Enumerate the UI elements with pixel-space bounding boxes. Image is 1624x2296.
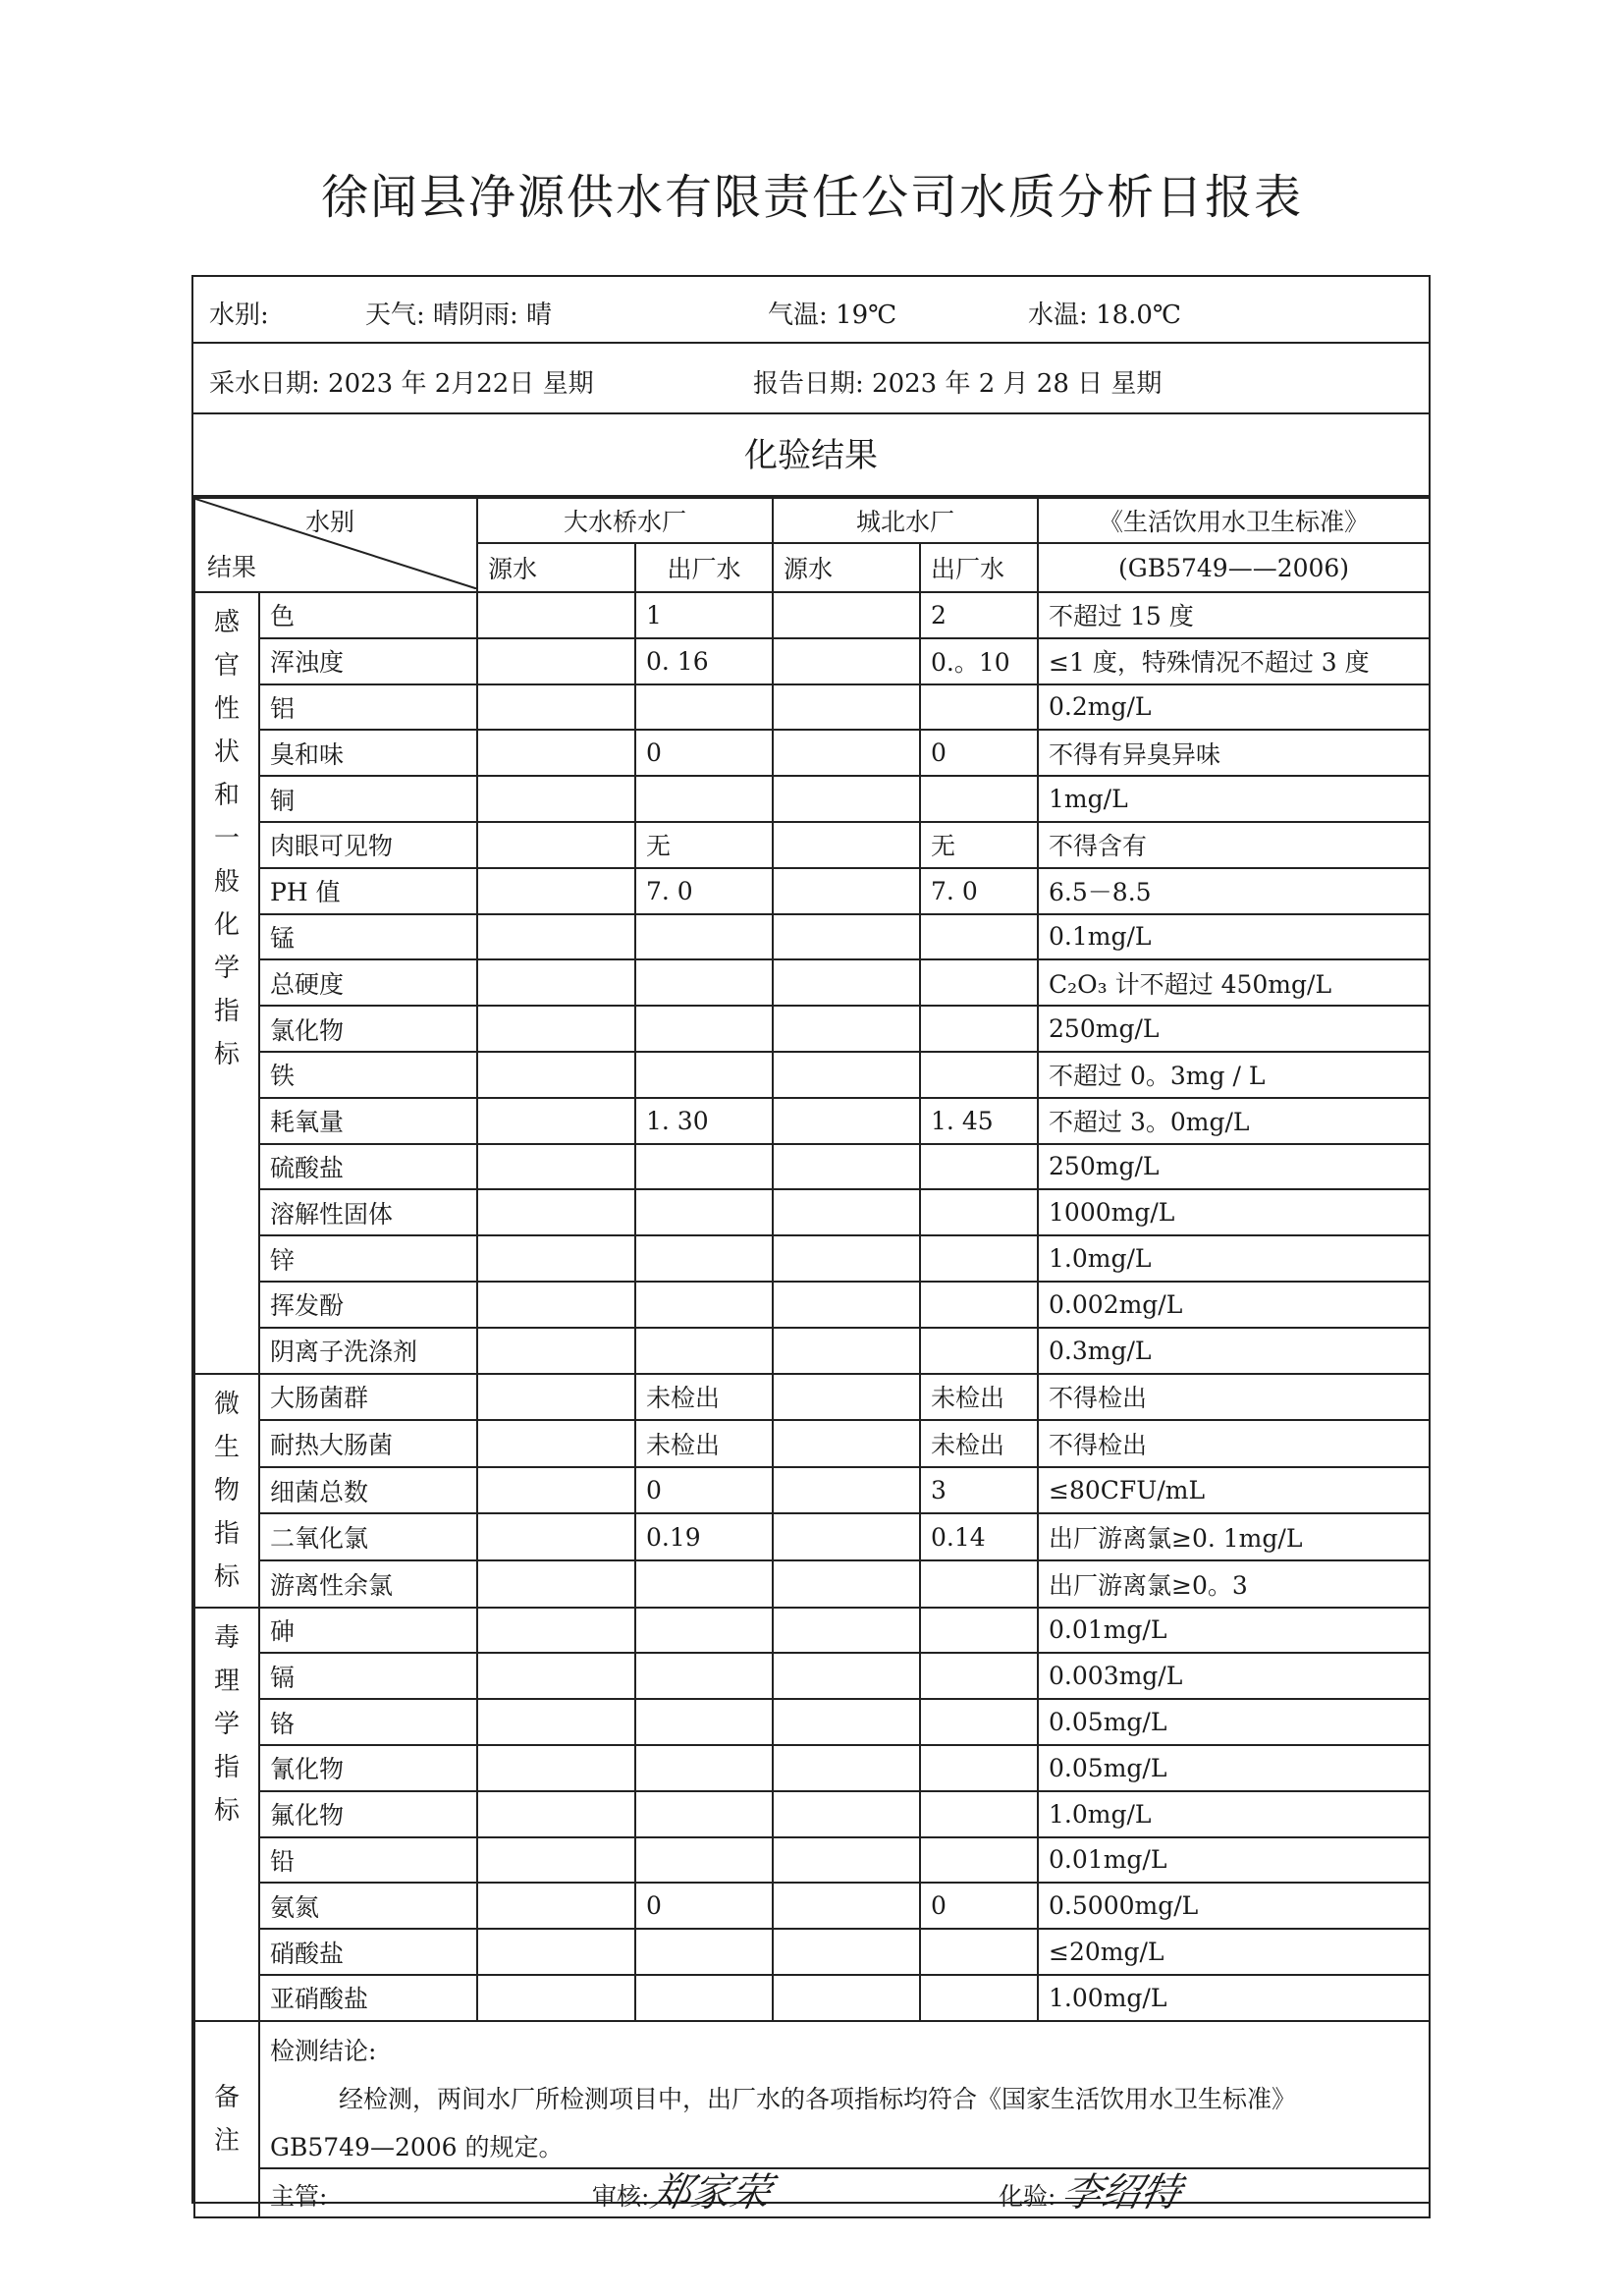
signature-row <box>259 2168 1430 2217</box>
item-name: 溶解性固体 <box>259 1189 477 1235</box>
table-row <box>194 1883 1430 1929</box>
standard-cell: 出厂游离氯≥0。3 <box>1038 1560 1430 1608</box>
table-row <box>194 1699 1430 1745</box>
dsq-source-cell <box>477 868 635 914</box>
item-name: PH 值 <box>259 868 477 914</box>
item-name: 氰化物 <box>259 1745 477 1791</box>
supervisor-label: 主管: <box>270 2182 328 2212</box>
dsq-out-cell <box>635 1653 773 1699</box>
item-name: 砷 <box>259 1608 477 1654</box>
reviewer-signature: 郑家荣 <box>647 2170 776 2216</box>
standard-cell: 250mg/L <box>1038 1144 1430 1190</box>
plant-header-cb: 城北水厂 <box>773 498 1038 543</box>
standard-cell: C₂O₃ 计不超过 450mg/L <box>1038 959 1430 1006</box>
cb-out-cell: 1. 45 <box>920 1098 1038 1144</box>
cb-source-cell <box>773 1282 920 1328</box>
dsq-out-cell <box>635 1560 773 1608</box>
dsq-source-cell <box>477 1791 635 1837</box>
item-name: 游离性余氯 <box>259 1560 477 1608</box>
dsq-out-cell: 7. 0 <box>635 868 773 914</box>
item-name: 锌 <box>259 1235 477 1282</box>
corner-top-label: 水别 <box>305 508 355 536</box>
standard-cell: 1.0mg/L <box>1038 1235 1430 1282</box>
category-label: 微生物指标 <box>194 1374 259 1608</box>
table-row <box>194 1467 1430 1514</box>
dsq-out-cell <box>635 684 773 731</box>
dsq-source-cell <box>477 1282 635 1328</box>
cb-out-cell: 未检出 <box>920 1374 1038 1421</box>
table-row <box>194 1235 1430 1282</box>
cb-out-cell <box>920 1235 1038 1282</box>
cb-source-cell <box>773 1929 920 1975</box>
cb-out-cell <box>920 1052 1038 1098</box>
cb-source-cell <box>773 1745 920 1791</box>
item-name: 铁 <box>259 1052 477 1098</box>
item-name: 亚硝酸盐 <box>259 1975 477 2021</box>
item-name: 耗氧量 <box>259 1098 477 1144</box>
table-row <box>194 1929 1430 1975</box>
sample-date-field: 采水日期: 2023 年 2月22日 星期 <box>209 369 594 399</box>
dsq-out-cell: 0.19 <box>635 1513 773 1560</box>
dsq-source-cell <box>477 730 635 776</box>
cb-source-cell <box>773 1608 920 1654</box>
cb-out-cell: 无 <box>920 822 1038 868</box>
cb-source-cell <box>773 1235 920 1282</box>
table-row <box>194 1006 1430 1052</box>
standard-cell: 0.01mg/L <box>1038 1837 1430 1884</box>
dsq-source-cell <box>477 1467 635 1514</box>
dsq-out-cell <box>635 1699 773 1745</box>
cb-source-cell <box>773 1052 920 1098</box>
cb-source-cell <box>773 1883 920 1929</box>
table-row <box>194 1052 1430 1098</box>
table-row <box>194 914 1430 960</box>
table-row <box>194 1420 1430 1467</box>
dsq-out-cell: 未检出 <box>635 1374 773 1421</box>
dsq-source-cell <box>477 1513 635 1560</box>
standard-cell: 0.05mg/L <box>1038 1745 1430 1791</box>
cb-source-cell <box>773 1144 920 1190</box>
dsq-source-cell <box>477 1929 635 1975</box>
cb-out-cell: 0.。10 <box>920 638 1038 684</box>
table-row <box>194 1144 1430 1190</box>
cb-out-cell <box>920 1837 1038 1884</box>
table-row <box>194 1098 1430 1144</box>
cb-source-cell <box>773 868 920 914</box>
dsq-source-cell <box>477 1608 635 1654</box>
weather-field: 天气: 晴阴雨: 晴 <box>365 301 553 330</box>
conclusion-text: 经检测，两间水厂所检测项目中，出厂水的各项指标均符合《国家生活饮用水卫生标准》 <box>259 2072 1430 2120</box>
dsq-out-cell <box>635 1608 773 1654</box>
subheader-out: 出厂水 <box>920 543 1038 592</box>
standard-cell: 0.002mg/L <box>1038 1282 1430 1328</box>
standard-code: (GB5749——2006) <box>1038 543 1430 592</box>
table-row <box>194 1791 1430 1837</box>
standard-cell: 0.01mg/L <box>1038 1608 1430 1654</box>
cb-out-cell <box>920 1745 1038 1791</box>
cb-out-cell <box>920 684 1038 731</box>
standard-cell: 0.2mg/L <box>1038 684 1430 731</box>
cb-out-cell: 3 <box>920 1467 1038 1514</box>
plant-header-dsq: 大水桥水厂 <box>477 498 773 543</box>
dsq-out-cell <box>635 1052 773 1098</box>
standard-cell: 6.5－8.5 <box>1038 868 1430 914</box>
item-name: 色 <box>259 592 477 638</box>
cb-out-cell: 0 <box>920 730 1038 776</box>
dsq-out-cell <box>635 1282 773 1328</box>
item-name: 细菌总数 <box>259 1467 477 1514</box>
item-name: 大肠菌群 <box>259 1374 477 1421</box>
standard-cell: 不得检出 <box>1038 1420 1430 1467</box>
header-row-weather <box>193 277 1429 344</box>
dsq-out-cell: 0 <box>635 1467 773 1514</box>
dsq-out-cell <box>635 959 773 1006</box>
cb-out-cell <box>920 776 1038 822</box>
standard-cell: 0.003mg/L <box>1038 1653 1430 1699</box>
item-name: 铝 <box>259 684 477 731</box>
cb-source-cell <box>773 1975 920 2021</box>
standard-cell: 0.5000mg/L <box>1038 1883 1430 1929</box>
cb-source-cell <box>773 1837 920 1884</box>
standard-cell: 不得检出 <box>1038 1374 1430 1421</box>
cb-source-cell <box>773 638 920 684</box>
cb-out-cell <box>920 1006 1038 1052</box>
dsq-source-cell <box>477 684 635 731</box>
table-row <box>194 1189 1430 1235</box>
cb-out-cell: 7. 0 <box>920 868 1038 914</box>
standard-cell: ≤20mg/L <box>1038 1929 1430 1975</box>
item-name: 锰 <box>259 914 477 960</box>
standard-cell: 不得有异臭异味 <box>1038 730 1430 776</box>
standard-cell: 250mg/L <box>1038 1006 1430 1052</box>
cb-source-cell <box>773 1791 920 1837</box>
table-row <box>194 1608 1430 1654</box>
standard-cell: 不得含有 <box>1038 822 1430 868</box>
dsq-source-cell <box>477 1052 635 1098</box>
cb-out-cell: 未检出 <box>920 1420 1038 1467</box>
table-row <box>194 1560 1430 1608</box>
dsq-source-cell <box>477 1975 635 2021</box>
cb-source-cell <box>773 1189 920 1235</box>
table-row <box>194 1282 1430 1328</box>
section-title: 化验结果 <box>193 414 1429 497</box>
cb-source-cell <box>773 1374 920 1421</box>
dsq-source-cell <box>477 1006 635 1052</box>
item-name: 二氧化氯 <box>259 1513 477 1560</box>
remarks-label: 备注 <box>194 2021 259 2217</box>
results-body <box>194 592 1430 2021</box>
standard-cell: 0.3mg/L <box>1038 1328 1430 1374</box>
dsq-out-cell <box>635 1328 773 1374</box>
cb-source-cell <box>773 730 920 776</box>
cb-source-cell <box>773 914 920 960</box>
dsq-out-cell: 0. 16 <box>635 638 773 684</box>
cb-out-cell: 2 <box>920 592 1038 638</box>
dsq-out-cell: 1 <box>635 592 773 638</box>
dsq-source-cell <box>477 638 635 684</box>
remarks-row <box>194 2021 1430 2072</box>
dsq-out-cell <box>635 1189 773 1235</box>
item-name: 肉眼可见物 <box>259 822 477 868</box>
cb-source-cell <box>773 959 920 1006</box>
dsq-source-cell <box>477 1883 635 1929</box>
header-row-dates <box>193 344 1429 414</box>
dsq-source-cell <box>477 592 635 638</box>
table-row <box>194 684 1430 731</box>
standard-cell: 1.0mg/L <box>1038 1791 1430 1837</box>
table-row <box>194 776 1430 822</box>
cb-out-cell <box>920 1699 1038 1745</box>
standard-cell: 1.00mg/L <box>1038 1975 1430 2021</box>
table-row <box>194 1328 1430 1374</box>
standard-cell: 0.1mg/L <box>1038 914 1430 960</box>
cb-source-cell <box>773 822 920 868</box>
dsq-out-cell <box>635 1975 773 2021</box>
item-name: 铜 <box>259 776 477 822</box>
cb-source-cell <box>773 1420 920 1467</box>
standard-cell: ≤1 度，特殊情况不超过 3 度 <box>1038 638 1430 684</box>
table-row <box>194 868 1430 914</box>
cb-out-cell <box>920 1328 1038 1374</box>
dsq-out-cell <box>635 1144 773 1190</box>
dsq-out-cell <box>635 1929 773 1975</box>
cb-out-cell <box>920 1929 1038 1975</box>
item-name: 硫酸盐 <box>259 1144 477 1190</box>
corner-header <box>194 498 477 592</box>
cb-out-cell <box>920 1791 1038 1837</box>
dsq-out-cell <box>635 1006 773 1052</box>
dsq-source-cell <box>477 1420 635 1467</box>
cb-source-cell <box>773 1653 920 1699</box>
standard-cell: 1000mg/L <box>1038 1189 1430 1235</box>
table-row <box>194 730 1430 776</box>
cb-source-cell <box>773 1513 920 1560</box>
cb-out-cell <box>920 1189 1038 1235</box>
dsq-out-cell: 未检出 <box>635 1420 773 1467</box>
cb-out-cell <box>920 1560 1038 1608</box>
cb-source-cell <box>773 1098 920 1144</box>
cb-source-cell <box>773 1328 920 1374</box>
dsq-out-cell <box>635 1837 773 1884</box>
water-type-label: 水别: <box>209 301 269 330</box>
results-table <box>193 497 1431 2218</box>
dsq-source-cell <box>477 1098 635 1144</box>
dsq-source-cell <box>477 959 635 1006</box>
table-row <box>194 1975 1430 2021</box>
table-row <box>194 638 1430 684</box>
dsq-source-cell <box>477 1699 635 1745</box>
cb-source-cell <box>773 1006 920 1052</box>
table-row <box>194 959 1430 1006</box>
dsq-source-cell <box>477 1144 635 1190</box>
standard-cell: 0.05mg/L <box>1038 1699 1430 1745</box>
table-row <box>194 592 1430 638</box>
cb-out-cell <box>920 914 1038 960</box>
standard-cell: 不超过 15 度 <box>1038 592 1430 638</box>
item-name: 浑浊度 <box>259 638 477 684</box>
table-row <box>194 1837 1430 1884</box>
dsq-out-cell <box>635 1235 773 1282</box>
subheader-source: 源水 <box>477 543 635 592</box>
cb-out-cell <box>920 1975 1038 2021</box>
item-name: 总硬度 <box>259 959 477 1006</box>
dsq-source-cell <box>477 1189 635 1235</box>
dsq-source-cell <box>477 1328 635 1374</box>
dsq-out-cell <box>635 914 773 960</box>
item-name: 硝酸盐 <box>259 1929 477 1975</box>
standard-cell: 1mg/L <box>1038 776 1430 822</box>
item-name: 镉 <box>259 1653 477 1699</box>
dsq-out-cell <box>635 1745 773 1791</box>
item-name: 氟化物 <box>259 1791 477 1837</box>
dsq-out-cell <box>635 1791 773 1837</box>
dsq-source-cell <box>477 1235 635 1282</box>
cb-out-cell <box>920 1608 1038 1654</box>
cb-out-cell: 0.14 <box>920 1513 1038 1560</box>
dsq-out-cell <box>635 776 773 822</box>
conclusion-label: 检测结论: <box>259 2021 1430 2072</box>
report-title: 徐闻县净源供水有限责任公司水质分析日报表 <box>320 170 1303 225</box>
dsq-out-cell: 0 <box>635 1883 773 1929</box>
standard-cell: 不超过 0。3mg / L <box>1038 1052 1430 1098</box>
standard-cell: 不超过 3。0mg/L <box>1038 1098 1430 1144</box>
cb-out-cell: 0 <box>920 1883 1038 1929</box>
cb-out-cell <box>920 959 1038 1006</box>
air-temp-field: 气温: 19℃ <box>768 301 897 330</box>
item-name: 挥发酚 <box>259 1282 477 1328</box>
cb-source-cell <box>773 592 920 638</box>
table-row <box>194 1513 1430 1560</box>
category-label: 毒理学指标 <box>194 1608 259 2021</box>
subheader-out: 出厂水 <box>635 543 773 592</box>
dsq-out-cell: 1. 30 <box>635 1098 773 1144</box>
dsq-source-cell <box>477 1560 635 1608</box>
cb-out-cell <box>920 1282 1038 1328</box>
table-row <box>194 1374 1430 1421</box>
dsq-source-cell <box>477 822 635 868</box>
item-name: 氨氮 <box>259 1883 477 1929</box>
dsq-out-cell: 0 <box>635 730 773 776</box>
category-label: 感官性状和一般化学指标 <box>194 592 259 1374</box>
dsq-source-cell <box>477 1837 635 1884</box>
cb-out-cell <box>920 1653 1038 1699</box>
item-name: 阴离子洗涤剂 <box>259 1328 477 1374</box>
corner-bottom-label: 结果 <box>207 553 257 581</box>
dsq-source-cell <box>477 1653 635 1699</box>
report-frame <box>191 275 1431 2216</box>
dsq-source-cell <box>477 776 635 822</box>
item-name: 耐热大肠菌 <box>259 1420 477 1467</box>
table-row <box>194 1745 1430 1791</box>
standard-cell: ≤80CFU/mL <box>1038 1467 1430 1514</box>
cb-source-cell <box>773 684 920 731</box>
table-row <box>194 822 1430 868</box>
item-name: 铬 <box>259 1699 477 1745</box>
item-name: 臭和味 <box>259 730 477 776</box>
tester-label: 化验: <box>999 2182 1056 2212</box>
reviewer-label: 审核: <box>592 2182 650 2212</box>
cb-source-cell <box>773 1699 920 1745</box>
cb-source-cell <box>773 1467 920 1514</box>
standard-cell: 出厂游离氯≥0. 1mg/L <box>1038 1513 1430 1560</box>
dsq-source-cell <box>477 914 635 960</box>
tester-signature: 李绍特 <box>1057 2170 1186 2216</box>
item-name: 铅 <box>259 1837 477 1884</box>
cb-source-cell <box>773 776 920 822</box>
dsq-out-cell: 无 <box>635 822 773 868</box>
water-temp-field: 水温: 18.0℃ <box>1028 301 1182 330</box>
table-row <box>194 1653 1430 1699</box>
dsq-source-cell <box>477 1745 635 1791</box>
subheader-source: 源水 <box>773 543 920 592</box>
conclusion-text-2: GB5749—2006 的规定。 <box>259 2119 1430 2168</box>
cb-source-cell <box>773 1560 920 1608</box>
cb-out-cell <box>920 1144 1038 1190</box>
standard-title: 《生活饮用水卫生标准》 <box>1038 498 1430 543</box>
report-date-field: 报告日期: 2023 年 2 月 28 日 星期 <box>753 369 1163 399</box>
item-name: 氯化物 <box>259 1006 477 1052</box>
dsq-source-cell <box>477 1374 635 1421</box>
